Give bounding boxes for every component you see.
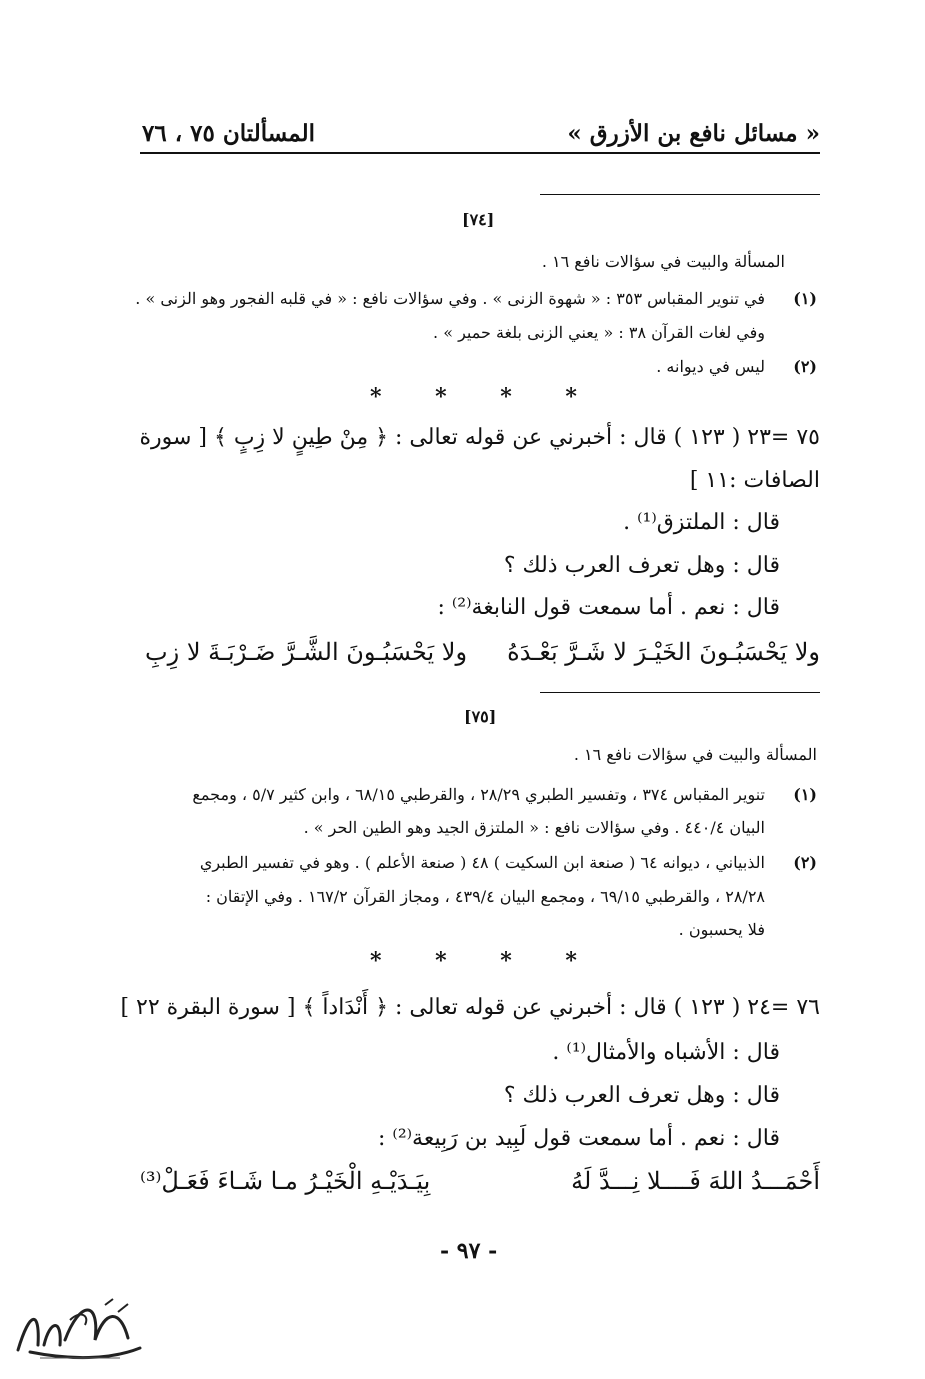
answer-line: قال : وهل تعرف العرب ذلك ؟ xyxy=(503,553,780,578)
question-75-line1: ٧٥ =٢٣ ( ١٢٣ ) قال : أخبرني عن قوله تعالى : ﴿ مِنْ طِينٍ لا زِبٍ ﴾ [ سورة xyxy=(139,425,820,450)
footnote-intro: المسألة والبيت في سؤالات نافع ١٦ . xyxy=(573,745,817,764)
header-rule xyxy=(140,152,820,154)
footnote-section-label: [٧٥] xyxy=(464,707,497,726)
page-number: - ٩٧ - xyxy=(440,1238,498,1264)
footnote-rule xyxy=(540,194,820,195)
footnote-line: تنوير المقباس ٣٧٤ ، وتفسير الطبري ٢٨/٢٩ ، والقرطبي ٦٨/١٥ ، وابن كثير ٥/٧ ، ومجمع xyxy=(192,785,765,804)
answer-line: قال : وهل تعرف العرب ذلك ؟ xyxy=(503,1083,780,1108)
footnote-rule xyxy=(540,692,820,693)
question-76-line1: ٧٦ =٢٤ ( ١٢٣ ) قال : أخبرني عن قوله تعالى : ﴿ أَنْدَاداً ﴾ [ سورة البقرة ٢٢ ] xyxy=(120,995,820,1020)
footnote-line: البيان ٤٤٠/٤ . وفي سؤالات نافع : « الملتزق الجيد وهو الطين الحر » . xyxy=(303,818,765,837)
footnote-line: وفي لغات القرآن ٣٨ : « يعني الزنى بلغة حمير » . xyxy=(433,323,765,342)
footnote-number: (١) xyxy=(793,289,817,308)
answer-line: قال : الملتزق⁽¹⁾ . xyxy=(623,510,780,535)
footnote-number: (٢) xyxy=(793,357,817,376)
footnote-section-label: [٧٤] xyxy=(462,210,495,229)
footnote-line: ليس في ديوانه . xyxy=(656,357,765,376)
answer-line: قال : الأشباه والأمثال⁽¹⁾ . xyxy=(552,1040,780,1065)
section-label: المسألتان ٧٥ ، ٧٦ xyxy=(142,120,315,147)
footnote-number: (٢) xyxy=(793,853,817,872)
verse-first-hemistich: أَحْمَـــدُ اللهَ فَــــلا نِـــدَّ لَهُ xyxy=(571,1167,820,1195)
verse-first-hemistich: ولا يَحْسَبُـونَ الخَيْـرَ لا شَـرَّ بَعْـدَهُ xyxy=(507,638,820,666)
question-75-line2: الصافات :١١ ] xyxy=(689,468,820,493)
separator-stars: * * * * xyxy=(370,384,577,410)
separator-stars: * * * * xyxy=(370,948,577,974)
footnote-intro: المسألة والبيت في سؤالات نافع ١٦ . xyxy=(541,252,785,271)
verse-second-hemistich: ولا يَحْسَبُـونَ الشَّـرَّ ضَـرْبَـةَ لا زِبِ xyxy=(145,638,468,666)
footnote-line: في تنوير المقباس ٣٥٣ : « شهوة الزنى » . وفي سؤالات نافع : « في قلبه الفجور وهو الزنى » . xyxy=(135,289,765,308)
answer-line: قال : نعم . أما سمعت قول لَبِيد بن رَبِيعة⁽²⁾ : xyxy=(378,1126,780,1151)
footnote-line: الذبياني ، ديوانه ٦٤ ( صنعة ابن السكيت ) ٤٨ ( صنعة الأعلم ) . وهو في تفسير الطبري xyxy=(199,853,765,872)
running-title: « مسائل نافع بن الأزرق » xyxy=(567,120,820,147)
answer-line: قال : نعم . أما سمعت قول النابغة⁽²⁾ : xyxy=(437,595,780,620)
footnote-number: (١) xyxy=(793,785,817,804)
footnote-line: ٢٨/٢٨ ، والقرطبي ٦٩/١٥ ، ومجمع البيان ٤٣٩/٤ ، ومجاز القرآن ١٦٧/٢ . وفي الإتقان : xyxy=(205,887,765,906)
footnote-line: فلا يحسبون . xyxy=(678,920,765,939)
publisher-logo xyxy=(10,1290,150,1365)
verse-second-hemistich: بِيَـدَيْـهِ الْخَيْـرُ مـا شَـاءَ فَعَـلْ⁽³⁾ xyxy=(140,1167,431,1195)
